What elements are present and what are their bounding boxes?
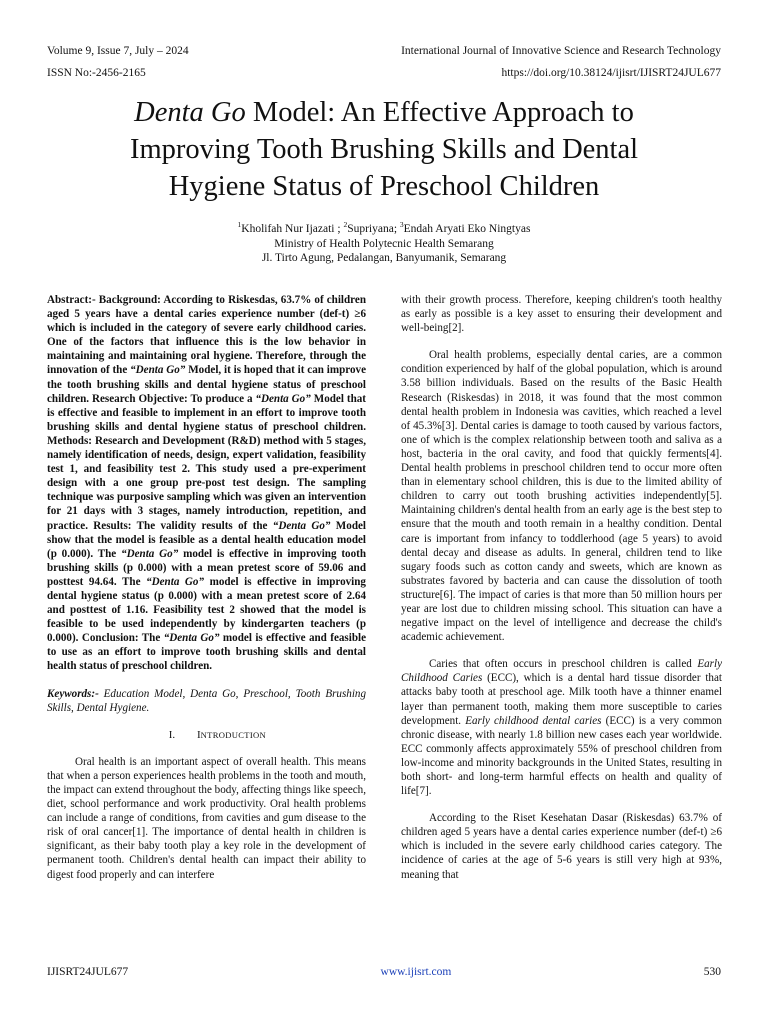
section-title-rest: NTRODUCTION	[200, 729, 267, 740]
p3-text-a: Caries that often occurs in preschool children is called	[429, 658, 698, 671]
author-2: Supriyana;	[347, 223, 400, 235]
abstract-text-4: Model show that the model is feasible as a dental health education model (p 0.000). The	[47, 519, 367, 560]
footer-paper-code: IJISRT24JUL677	[47, 966, 129, 978]
issn: ISSN No:-2456-2165	[47, 67, 146, 79]
running-header-top	[47, 44, 721, 58]
author-sup-2: 2	[343, 220, 348, 230]
doi-link[interactable]: https://doi.org/10.38124/ijisrt/IJISRT24JUL677	[501, 67, 721, 79]
section-title-first-letter: I	[196, 728, 201, 741]
p3-text-c: (ECC) is a very common chronic disease, with nearly 1.8 billion new cases each year worldwide. ECC commonly affects approximately 55% of preschool children from low-income and minority backgrounds in the United States, resulting in both short- and long-term harmful effects on health and quality of life[7].	[401, 714, 722, 798]
keywords	[47, 687, 366, 715]
abstract-text-2: Model, it is hoped that it can improve the tooth brushing skills and dental hygiene status of preschool children. Research Objective: To produce a	[47, 364, 366, 405]
author-list	[100, 222, 668, 237]
keywords-label: Keywords:-	[47, 687, 99, 700]
abstract-model-name-6: “Denta Go”	[163, 632, 220, 645]
intro-paragraph-2: Oral health problems, especially dental caries, are a common condition experienced by half of the global population, which is around 3.58 billion individuals. Based on the results of the Basic Health Research (Riskesdas) in 2018, it was found that the most common dental health problem in Indonesia was cavities, which reached a level of 45.3%[3]. Dental caries is damage to tooth caused by various factors, one of which is the complex relationship between tooth and saliva as a host, bacteria in the oral cavity, and food that quickly ferments[4]. Dental health problems in preschool children tend to occur more often than in elementary school children, this is due to the limited ability of children to carry out tooth brushing activities independently[5]. Maintaining children's dental health from an early age is the best step to ensure that the mouth and tooth remain in a healthy condition. Dental care is important from infancy to toddlerhood (age 5 years) to avoid dental decay and disease as adults. In general, children tend to like sugary foods such as cotton candy and sweets, which are known as substrates favored by bacteria and can cause the dissolution of tooth structure[6]. The impact of caries is that more than 50 million hours per year are lost due to children missing school. This situation can have a negative impact on the level of intelligence and decrease the child's academic achievement.	[401, 349, 722, 644]
running-header-bottom	[47, 66, 721, 80]
abstract-model-name-1: “Denta Go”	[130, 364, 186, 377]
journal-name: International Journal of Innovative Science and Research Technology	[401, 45, 721, 57]
intro-paragraph-3	[401, 657, 722, 798]
abstract-model-name-3: “Denta Go”	[272, 519, 331, 532]
title-line1: Model: An Effective Approach to	[245, 97, 634, 128]
p3-term-ecc: Early Childhood Caries	[401, 658, 722, 685]
page-footer	[47, 965, 721, 979]
address: Jl. Tirto Agung, Pedalangan, Banyumanik, Semarang	[261, 252, 507, 264]
author-block	[100, 222, 668, 266]
author-1: Kholifah Nur Ijazati ;	[241, 223, 344, 235]
title-italic-part: Denta Go	[134, 97, 246, 128]
title-line2: Improving Tooth Brushing Skills and Dental	[129, 134, 639, 165]
paper-title	[60, 94, 708, 205]
abstract-model-name-5: “Denta Go”	[146, 575, 205, 588]
abstract-text-7: model is effective and feasible to use as an effort to improve tooth brushing skills and dental health status of preschool children.	[47, 632, 367, 673]
left-column	[47, 293, 366, 882]
right-column	[401, 293, 722, 882]
author-sup-3: 3	[399, 220, 404, 230]
abstract-text-1: Abstract:- Background: According to Riskesdas, 63.7% of children aged 5 years have a dental caries experience number (def-t) ≥6 which is included in the category of severe early childhood caries. One of the factors that influence this is the low behavior in maintaining and maintaining oral hygiene. Therefore, through the innovation of the	[47, 294, 366, 377]
section-number: I.	[168, 728, 176, 741]
abstract	[47, 293, 366, 674]
keywords-text: Education Model, Denta Go, Preschool, Tooth Brushing Skills, Dental Hygiene.	[47, 687, 366, 714]
volume-info: Volume 9, Issue 7, July – 2024	[47, 45, 189, 57]
page-number: 530	[703, 966, 721, 978]
p3-term-early-childhood: Early childhood dental caries	[465, 714, 602, 727]
intro-paragraph-4: According to the Riset Kesehatan Dasar (Riskesdas) 63.7% of children aged 5 years have a dental caries experience number (def-t) ≥6 which is included in the severe early childhood caries category. The incidence of caries at the age of 5-6 years is still very high at 93%, meaning that	[401, 812, 722, 881]
title-line3: Hygiene Status of Preschool Children	[168, 171, 600, 202]
footer-website-link[interactable]: www.ijisrt.com	[380, 966, 452, 978]
p3-text-b: (ECC), which is a dental hard tissue disorder that attacks baby tooth at preschool age. Milk tooth have a thinner enamel layer than permanent tooth, making them more susceptible to caries development.	[401, 672, 722, 727]
author-sup-1: 1	[237, 220, 242, 230]
abstract-model-name-4: “Denta Go”	[121, 547, 179, 560]
intro-paragraph-1-continued: with their growth process. Therefore, keeping children's tooth healthy as early as possible is a key asset to ensuring their development and well-being[2].	[401, 294, 722, 335]
author-3: Endah Aryati Eko Ningtyas	[403, 223, 531, 235]
abstract-text-3: Model that is effective and feasible to implement in an effort to improve tooth brushing skills and dental hygiene status of preschool children. Methods: Research and Development (R&D) method with 5 stages, namely identification of needs, design, expert validation, feasibility test 1, and feasibility test 2. This study used a pre-experiment design with a one group pre-post test design. The sampling technique was purposive sampling which was given an intervention for 21 days with 3 stages, namely introduction, repetition, and practice. Results: The validity results of the	[47, 392, 366, 532]
section-heading-introduction	[47, 728, 366, 742]
abstract-text-6: model is effective in improving dental hygiene status (p 0.000) with a mean pretest score of 2.64 and posttest of 1.16. Feasibility test 2 showed that the model is feasible to be used independently by kindergarten teachers (p 0.000). Conclusion: The	[47, 575, 366, 645]
abstract-model-name-2: “Denta Go”	[255, 392, 311, 405]
abstract-text-5: model is effective in improving tooth brushing skills (p 0.000) with a mean pretest score of 59.06 and posttest 94.64. The	[47, 547, 366, 588]
intro-paragraph-1: Oral health is an important aspect of overall health. This means that when a person experiences health problems in the tooth and mouth, the impact can extend throughout the body, affecting things like speech, diet, school performance and work productivity. Oral health problems can include a range of conditions, from cavities and gum disease to the risk of oral cancer[1]. The importance of dental health in children is significant, as their baby tooth play a key role in the development of permanent tooth. Children's dental health can impact their ability to digest food properly and can interfere	[47, 755, 366, 881]
affiliation: Ministry of Health Polytecnic Health Semarang	[274, 237, 494, 250]
